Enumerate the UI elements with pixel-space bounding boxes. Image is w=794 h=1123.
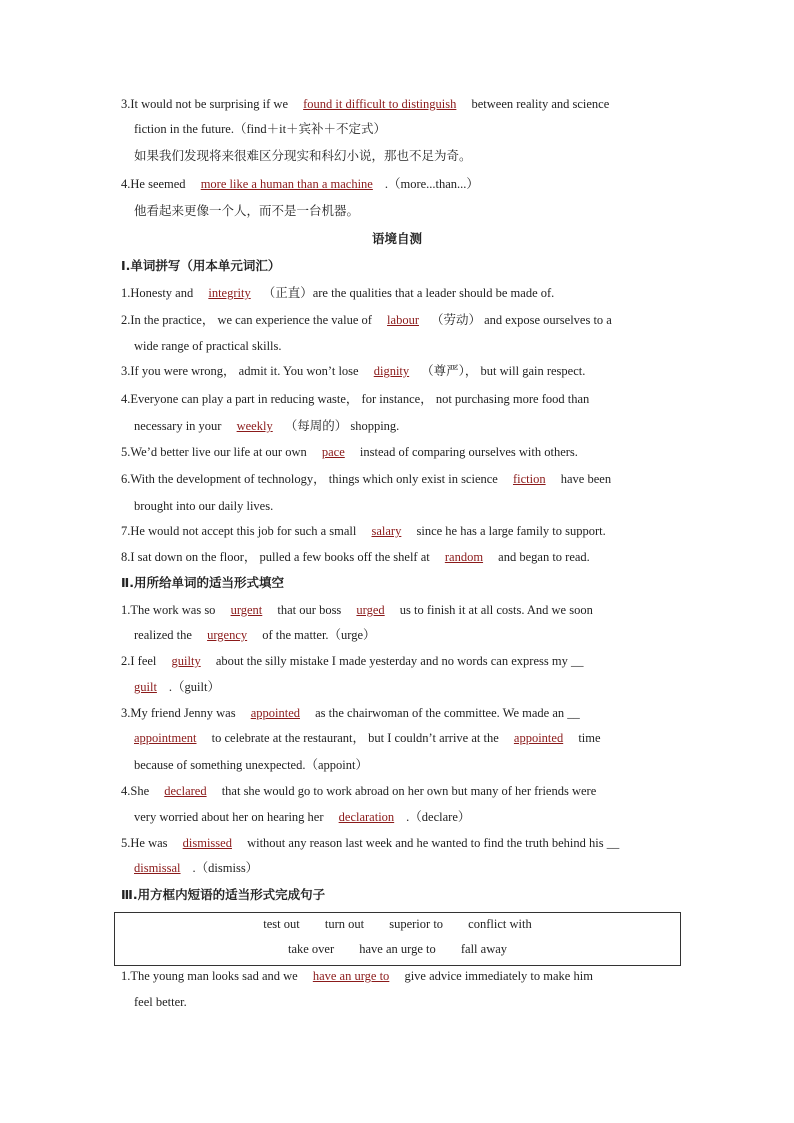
s1-item-7: 7.He would not accept this job for such a small salary since he has a large family to support. bbox=[121, 524, 606, 538]
item-3-line1: 3.It would not be surprising if we found it difficult to distinguish between reality and science bbox=[121, 97, 610, 111]
phrase-box bbox=[114, 912, 681, 966]
answer-blank: integrity bbox=[208, 286, 251, 300]
s3-item-1-cont: feel better. bbox=[134, 995, 187, 1009]
answer-blank: guilt bbox=[134, 680, 157, 694]
s1-item-8: 8.I sat down on the floor， pulled a few books off the shelf at random and began to read. bbox=[121, 550, 590, 564]
phrase: have an urge to bbox=[359, 942, 436, 956]
answer-blank: appointment bbox=[134, 731, 197, 745]
answer-blank: fiction bbox=[512, 472, 546, 486]
s2-item-4-cont: very worried about her on hearing her declaration .（declare） bbox=[134, 810, 471, 824]
s1-item-6-cont: brought into our daily lives. bbox=[134, 499, 274, 513]
context-title: 语境自测 bbox=[371, 231, 422, 246]
answer-blank: pace bbox=[321, 445, 345, 459]
s1-item-2: 2.In the practice， we can experience the value of labour （劳动） and expose ourselves to a bbox=[121, 313, 612, 327]
phrase: turn out bbox=[324, 917, 365, 931]
s2-item-3: 3.My friend Jenny was appointed as the chairwoman of the committee. We made an __ bbox=[121, 706, 580, 720]
s2-item-1-cont: realized the urgency of the matter.（urge） bbox=[134, 628, 376, 642]
answer-blank: salary bbox=[371, 524, 402, 538]
s2-item-5-cont: dismissal .（dismiss） bbox=[134, 861, 259, 875]
item-4-line1: 4.He seemed more like a human than a machine .（more...than...） bbox=[121, 177, 479, 191]
answer-blank: dignity bbox=[373, 364, 410, 378]
answer-blank: appointed bbox=[250, 706, 300, 720]
s2-item-3-cont2: because of something unexpected.（appoint） bbox=[134, 758, 368, 772]
s1-item-6: 6.With the development of technology， things which only exist in science fiction have been bbox=[121, 472, 612, 486]
s2-item-2: 2.I feel guilty about the silly mistake I made yesterday and no words can express my __ bbox=[121, 654, 584, 668]
answer-blank: labour bbox=[387, 313, 419, 327]
phrase: superior to bbox=[389, 917, 444, 931]
answer-blank: more like a human than a machine bbox=[200, 177, 373, 191]
s2-item-4: 4.She declared that she would go to work abroad on her own but many of her friends were bbox=[121, 784, 597, 798]
s3-item-1: 1.The young man looks sad and we have an urge to give advice immediately to make him bbox=[121, 969, 593, 983]
s2-item-3-cont: appointment to celebrate at the restaurant， but I couldn’t arrive at the appointed time bbox=[134, 731, 601, 745]
answer-blank: have an urge to bbox=[312, 969, 390, 983]
phrase-box-row-1 bbox=[115, 915, 680, 933]
answer-blank: declaration bbox=[338, 810, 395, 824]
answer-blank: guilty bbox=[171, 654, 201, 668]
section-3-heading: Ⅲ.用方框内短语的适当形式完成句子 bbox=[121, 887, 326, 902]
answer-blank: random bbox=[444, 550, 484, 564]
phrase-box-row-2 bbox=[115, 940, 680, 958]
s2-item-2-cont: guilt .（guilt） bbox=[134, 680, 220, 694]
phrase: take over bbox=[287, 942, 335, 956]
answer-blank: urgent bbox=[230, 603, 263, 617]
s1-item-1: 1.Honesty and integrity （正直）are the qualities that a leader should be made of. bbox=[121, 286, 555, 300]
phrase: conflict with bbox=[468, 917, 532, 931]
s1-item-4-cont: necessary in your weekly （每周的） shopping. bbox=[134, 419, 400, 433]
answer-blank: weekly bbox=[236, 419, 273, 433]
answer-blank: found it difficult to distinguish bbox=[303, 97, 457, 111]
answer-blank: urged bbox=[356, 603, 385, 617]
section-2-heading: Ⅱ.用所给单词的适当形式填空 bbox=[121, 575, 284, 590]
phrase: test out bbox=[263, 917, 300, 931]
s2-item-1: 1.The work was so urgent that our boss urged us to finish it at all costs. And we soon bbox=[121, 603, 593, 617]
s1-item-5: 5.We’d better live our life at our own pace instead of comparing ourselves with others. bbox=[121, 445, 578, 459]
s1-item-2-cont: wide range of practical skills. bbox=[134, 339, 282, 353]
answer-blank: appointed bbox=[513, 731, 564, 745]
s1-item-3: 3.If you were wrong， admit it. You won’t lose dignity （尊严）， but will gain respect. bbox=[121, 364, 586, 378]
answer-blank: dismissal bbox=[134, 861, 181, 875]
answer-blank: dismissed bbox=[182, 836, 232, 850]
item-3-line2: fiction in the future.（find＋it＋宾补＋不定式） bbox=[134, 122, 387, 136]
s2-item-5: 5.He was dismissed without any reason last week and he wanted to find the truth behind his __ bbox=[121, 836, 620, 850]
item-4-translation: 他看起来更像一个人，而不是一台机器。 bbox=[134, 203, 360, 218]
item-3-translation: 如果我们发现将来很难区分现实和科幻小说，那也不足为奇。 bbox=[134, 148, 472, 163]
answer-blank: declared bbox=[164, 784, 207, 798]
section-1-heading: Ⅰ.单词拼写（用本单元词汇） bbox=[121, 258, 281, 273]
s1-item-4: 4.Everyone can play a part in reducing waste， for instance， not purchasing more food than bbox=[121, 392, 590, 406]
answer-blank: urgency bbox=[207, 628, 248, 642]
phrase: fall away bbox=[460, 942, 508, 956]
